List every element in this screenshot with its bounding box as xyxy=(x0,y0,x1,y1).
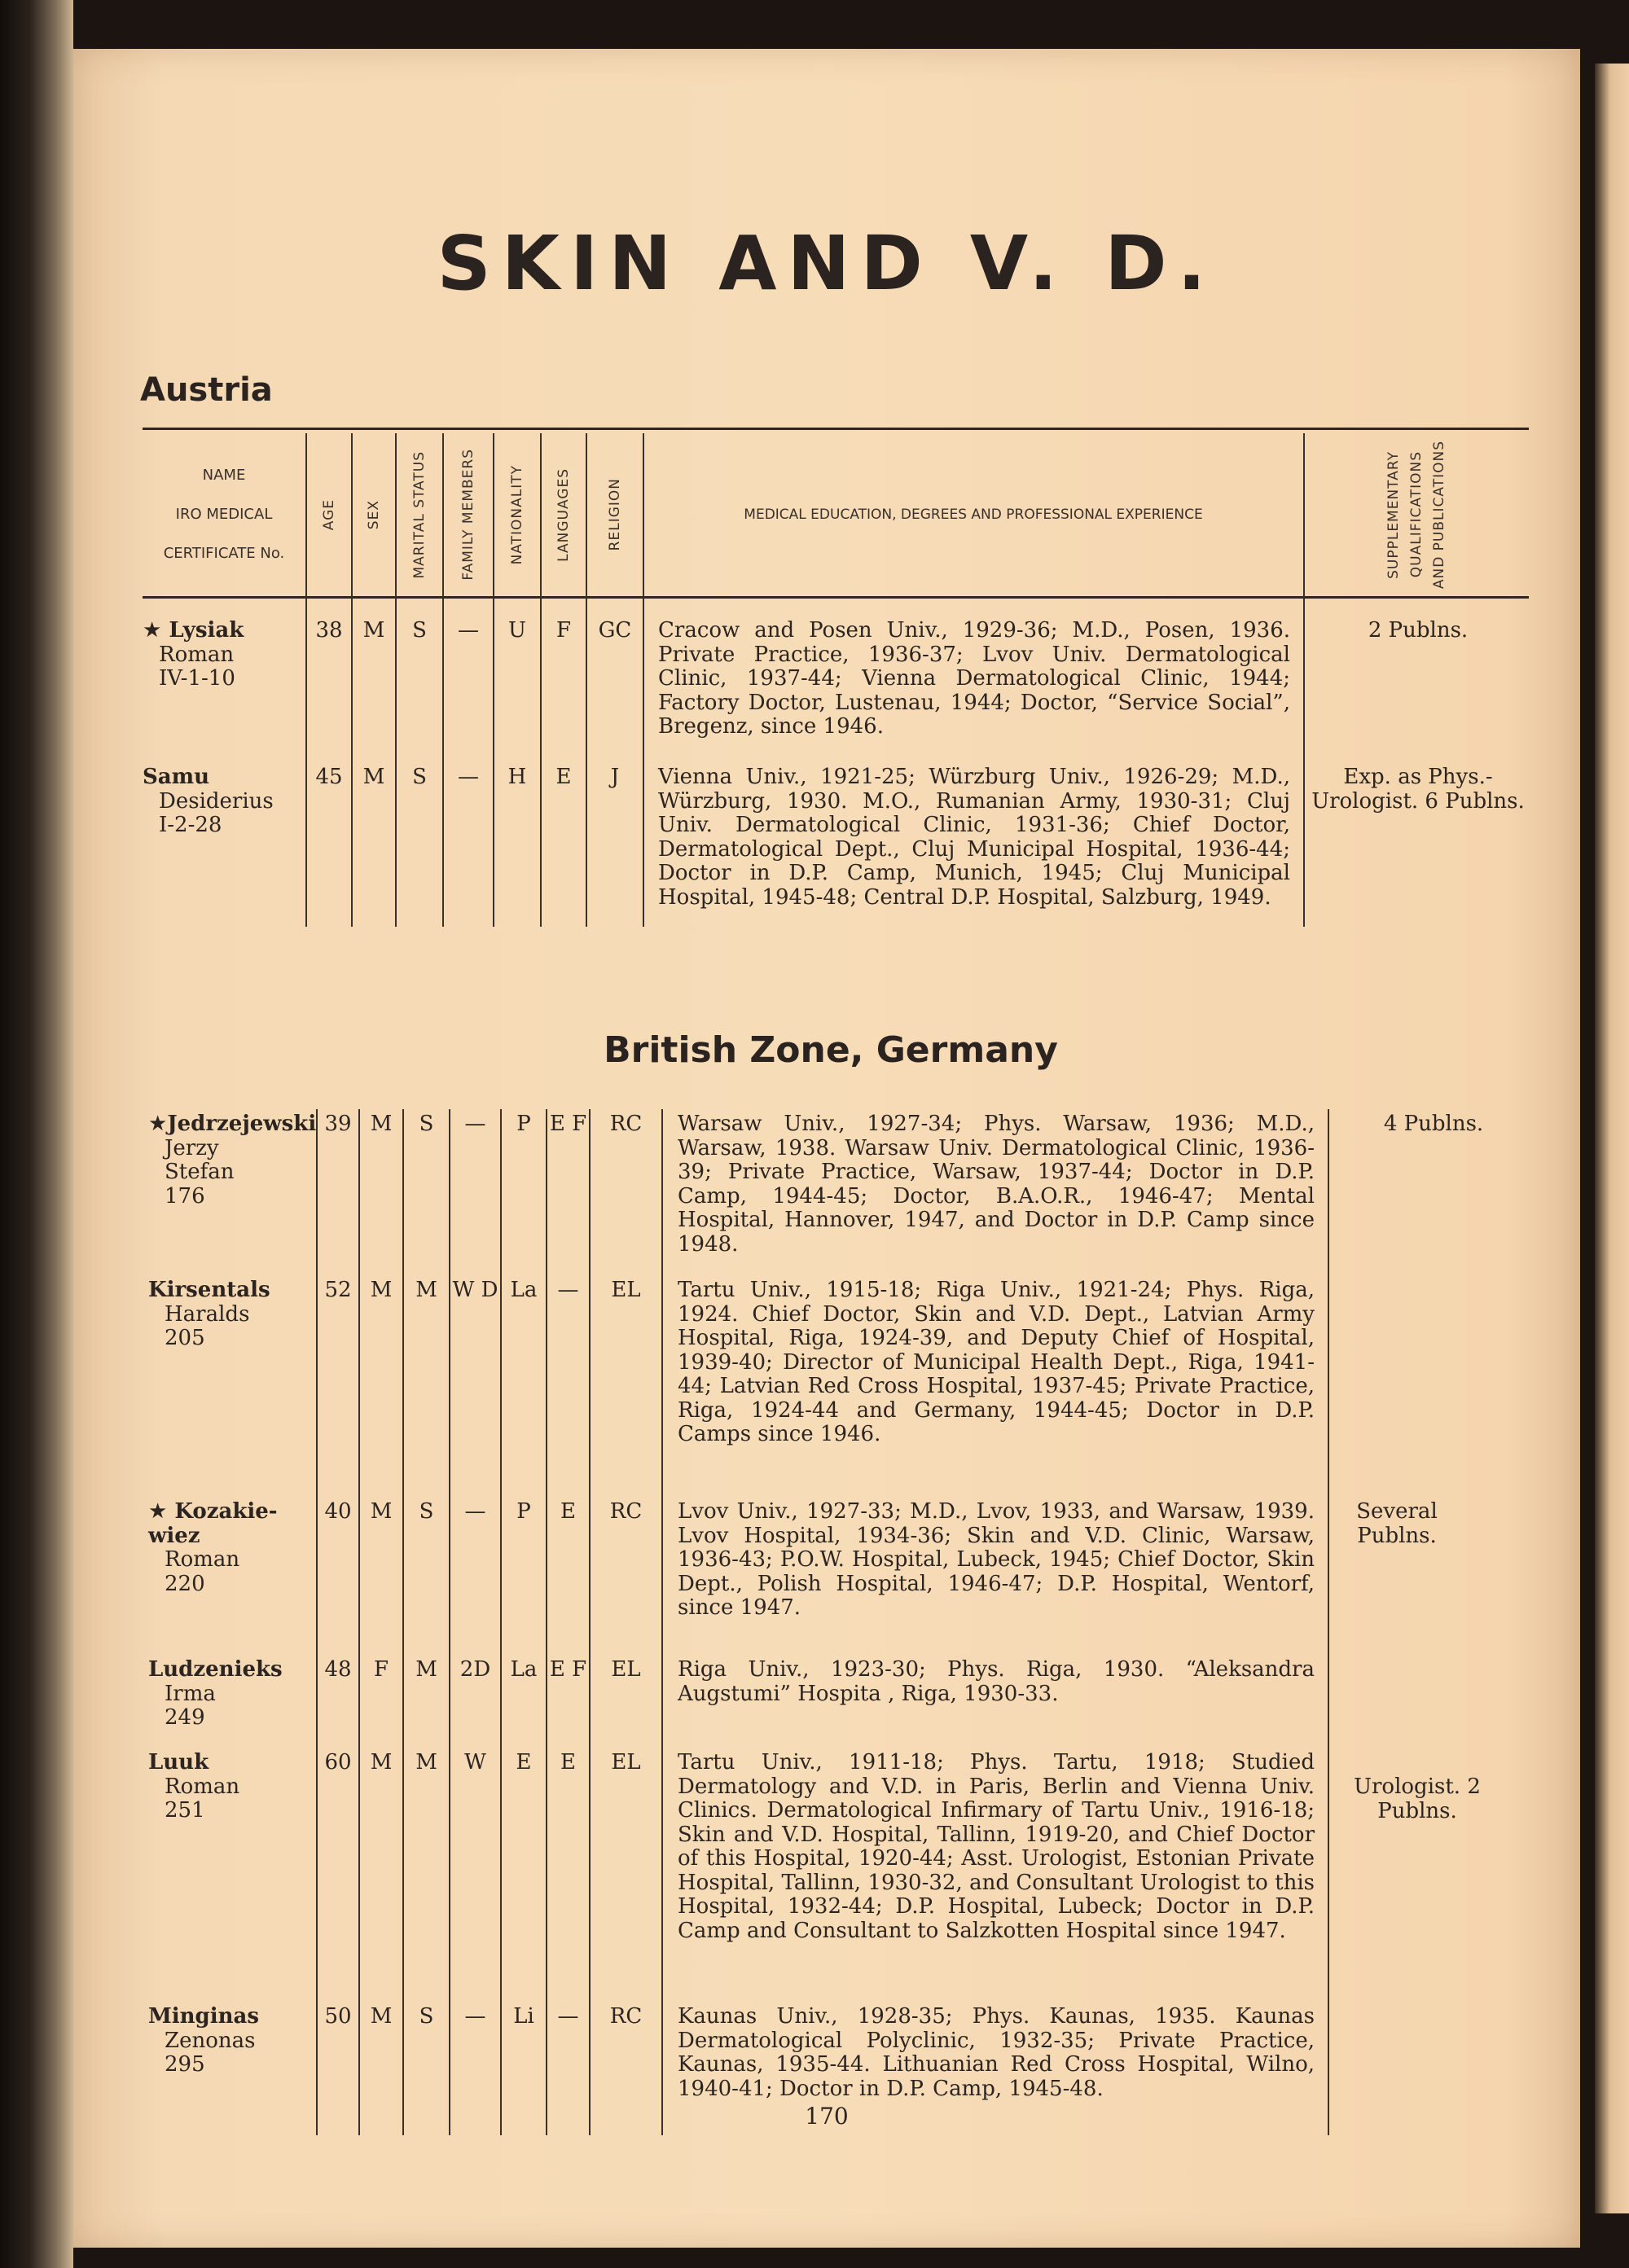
surname: Kirsentals xyxy=(148,1278,270,1302)
languages-cell: E F xyxy=(549,1112,587,1136)
header-experience-label: MEDICAL EDUCATION, DEGREES AND PROFESSIONAL EXPERIENCE xyxy=(744,507,1203,523)
surname-text: Lysiak xyxy=(169,618,244,643)
nationality-cell: U xyxy=(508,618,526,643)
name-cell xyxy=(148,1112,319,1209)
column-rule xyxy=(358,1109,360,2135)
sex-cell: M xyxy=(370,2004,393,2029)
given-name: Irma xyxy=(165,1681,216,1706)
supplementary-cell: 2 Publns. xyxy=(1368,618,1469,643)
header-family-label: FAMILY MEMBERS xyxy=(460,449,476,581)
surname: Samu xyxy=(143,765,210,789)
column-rule xyxy=(316,1109,318,2135)
surname: Ludzenieks xyxy=(148,1657,283,1682)
name-cell xyxy=(148,2005,319,2077)
marital-cell: M xyxy=(415,1657,437,1682)
nationality-cell: Li xyxy=(513,2004,534,2029)
certificate-number: 220 xyxy=(165,1571,205,1596)
religion-cell: RC xyxy=(609,1112,643,1136)
header-sex-label: SEX xyxy=(366,499,382,530)
given-name: Roman xyxy=(159,642,235,667)
given-name: Jerzy Stefan xyxy=(165,1135,235,1184)
nationality-cell: P xyxy=(516,1112,531,1136)
marital-cell: S xyxy=(419,1112,434,1136)
languages-cell: E F xyxy=(549,1657,587,1682)
nationality-cell: La xyxy=(510,1278,538,1302)
given-name: Zenonas xyxy=(165,2028,256,2053)
marital-cell: M xyxy=(415,1278,437,1302)
column-rule xyxy=(442,433,444,927)
marital-cell: S xyxy=(412,765,427,789)
age-cell: 48 xyxy=(324,1657,352,1682)
family-cell: — xyxy=(464,1112,486,1136)
family-cell: — xyxy=(458,765,479,789)
header-name-label: NAME xyxy=(202,467,246,484)
column-rule xyxy=(500,1109,502,2135)
column-rule xyxy=(1303,433,1305,927)
header-cert-label: CERTIFICATE No. xyxy=(163,545,285,562)
header-iro-label: IRO MEDICAL xyxy=(175,506,273,523)
surname: Luuk xyxy=(148,1750,209,1774)
header-supp-line3: AND PUBLICATIONS xyxy=(1430,440,1447,590)
header-age-label: AGE xyxy=(321,498,337,531)
name-cell xyxy=(143,766,305,838)
age-cell: 45 xyxy=(315,765,343,789)
adjacent-page-edge xyxy=(1595,64,1629,2213)
sex-cell: M xyxy=(362,618,385,643)
column-rule xyxy=(546,1109,547,2135)
age-cell: 40 xyxy=(324,1499,352,1524)
name-cell xyxy=(148,1500,319,1596)
sex-cell: F xyxy=(373,1657,389,1682)
column-rule xyxy=(586,433,587,927)
column-rule xyxy=(540,433,542,927)
surname xyxy=(148,1112,319,1137)
column-rule xyxy=(1328,1109,1329,2135)
marital-cell: M xyxy=(415,1750,437,1774)
header-languages xyxy=(541,433,586,596)
age-cell: 50 xyxy=(324,2004,352,2029)
experience-cell: Kaunas Univ., 1928-35; Phys. Kaunas, 1935. Kaunas Dermatological Polyclinic, 1932-35; Private Practice, Kaunas, 1935-44. Lithuanian Red Cross Hospital, Wilno, 1940-41; Doctor in D.P. Camp, 1945-48. xyxy=(678,2004,1315,2101)
sex-cell: M xyxy=(370,1750,393,1774)
marital-cell: S xyxy=(419,2004,434,2029)
certificate-number: 176 xyxy=(165,1183,205,1209)
languages-cell: — xyxy=(557,2004,579,2029)
given-name: Roman xyxy=(165,1547,240,1572)
header-supp-line1: SUPPLEMENTARY xyxy=(1385,450,1402,579)
religion-cell: RC xyxy=(609,1499,643,1524)
sex-cell: M xyxy=(370,1112,393,1136)
religion-cell: RC xyxy=(609,2004,643,2029)
languages-cell: E xyxy=(560,1750,576,1774)
surname: Minginas xyxy=(148,2004,260,2029)
name-cell xyxy=(148,1279,319,1351)
column-rule xyxy=(395,433,397,927)
column-rule xyxy=(402,1109,404,2135)
header-nationality xyxy=(494,433,541,596)
column-rule xyxy=(493,433,494,927)
experience-cell: Vienna Univ., 1921-25; Würzburg Univ., 1926-29; M.D., Würzburg, 1930. M.O., Rumanian Army, 1930-31; Cluj Univ. Dermatological Clinic, 1931-36; Chief Doctor, Dermatological Dept., Cluj Municipal Hospital, 1936-44; Doctor in D.P. Camp, Munich, 1945; Cluj Municipal Hospital, 1945-48; Central D.P. Hospital, Salzburg, 1949. xyxy=(658,765,1290,910)
nationality-cell: La xyxy=(510,1657,538,1682)
languages-cell: E xyxy=(555,765,572,789)
header-sex xyxy=(352,433,396,596)
languages-cell: — xyxy=(557,1278,579,1302)
surname-text: Jedrzejewski xyxy=(167,1112,317,1136)
certificate-number: 251 xyxy=(165,1798,205,1823)
supplementary-cell: 4 Publns. xyxy=(1383,1112,1484,1136)
family-cell: 2D xyxy=(459,1657,491,1682)
surname-text: Kozakie- wiez xyxy=(148,1499,278,1548)
book-binding xyxy=(0,0,73,2268)
star-icon: ★ xyxy=(143,618,162,643)
column-rule xyxy=(643,433,644,927)
header-name xyxy=(143,433,305,596)
header-experience xyxy=(643,433,1303,596)
star-icon: ★ xyxy=(148,1499,168,1524)
certificate-number: 249 xyxy=(165,1705,205,1730)
experience-cell: Lvov Univ., 1927-33; M.D., Lvov, 1933, and Warsaw, 1939. Lvov Hospital, 1934-36; Skin and V.D. Clinic, Warsaw, 1936-43; P.O.W. Hospital, Lubeck, 1945; Chief Doctor, Skin Dept., Polish Hospital, 1946-47; D.P. Hospital, Wentorf, since 1947. xyxy=(678,1499,1315,1620)
surname xyxy=(143,619,305,643)
region-heading-british-zone: British Zone, Germany xyxy=(604,1029,1058,1071)
family-cell: — xyxy=(464,2004,486,2029)
religion-cell: EL xyxy=(611,1657,641,1682)
religion-cell: EL xyxy=(611,1278,641,1302)
name-cell xyxy=(148,1658,319,1731)
name-cell xyxy=(148,1751,319,1823)
sex-cell: M xyxy=(362,765,385,789)
nationality-cell: P xyxy=(516,1499,531,1524)
header-marital-status xyxy=(396,433,443,596)
age-cell: 52 xyxy=(324,1278,352,1302)
column-rule xyxy=(661,1109,663,2135)
experience-cell: Tartu Univ., 1915-18; Riga Univ., 1921-24; Phys. Riga, 1924. Chief Doctor, Skin and V.D. Dept., Latvian Army Hospital, Riga, 1924-39, and Deputy Chief of Hospital, 1939-40; Director of Municipal Health Dept., Riga, 1941-44; Latvian Red Cross Hospital, 1937-45; Private Practice, Riga, 1924-44 and Germany, 1944-45; Doctor in D.P. Camps since 1946. xyxy=(678,1278,1315,1446)
star-icon: ★ xyxy=(148,1112,168,1136)
page-title: SKIN AND V. D. xyxy=(437,220,1217,307)
age-cell: 39 xyxy=(324,1112,352,1136)
column-rule xyxy=(351,433,353,927)
sex-cell: M xyxy=(370,1278,393,1302)
name-cell xyxy=(143,619,305,691)
given-name: Desiderius xyxy=(159,788,274,814)
column-rule xyxy=(449,1109,450,2135)
sex-cell: M xyxy=(370,1499,393,1524)
nationality-cell: H xyxy=(507,765,527,789)
header-religion-label: RELIGION xyxy=(607,478,623,551)
family-cell: — xyxy=(458,618,479,643)
supplementary-cell: Exp. as Phys.- Urologist. 6 Publns. xyxy=(1311,765,1525,814)
experience-cell: Warsaw Univ., 1927-34; Phys. Warsaw, 1936; M.D., Warsaw, 1938. Warsaw Univ. Dermatological Clinic, 1936-39; Private Practice, Warsaw, 1937-44; Doctor in D.P. Camp, 1944-45; Doctor, B.A.O.R., 1946-47; Mental Hospital, Hannover, 1947, and Doctor in D.P. Camp since 1948. xyxy=(678,1112,1315,1257)
religion-cell: GC xyxy=(598,618,632,643)
certificate-number: I-2-28 xyxy=(159,813,222,837)
region-heading-austria: Austria xyxy=(140,371,273,409)
given-name: Roman xyxy=(165,1774,240,1799)
header-nationality-label: NATIONALITY xyxy=(509,464,525,565)
column-rule xyxy=(305,433,307,927)
family-cell: W D xyxy=(452,1278,498,1302)
header-age xyxy=(306,433,352,596)
family-cell: — xyxy=(464,1499,486,1524)
certificate-number: 205 xyxy=(165,1326,205,1350)
experience-cell: Riga Univ., 1923-30; Phys. Riga, 1930. “Aleksandra Augstumi” Hospita , Riga, 1930-33. xyxy=(678,1657,1315,1706)
header-religion xyxy=(586,433,643,596)
religion-cell: J xyxy=(610,765,620,789)
age-cell: 38 xyxy=(315,618,343,643)
header-supplementary xyxy=(1303,433,1529,596)
header-top-rule xyxy=(143,428,1529,430)
religion-cell: EL xyxy=(611,1750,641,1774)
certificate-number: IV-1-10 xyxy=(159,666,235,691)
nationality-cell: E xyxy=(516,1750,532,1774)
certificate-number: 295 xyxy=(165,2052,205,2077)
header-family-members xyxy=(443,433,494,596)
supplementary-cell: Urologist. 2 Publns. xyxy=(1354,1774,1481,1823)
marital-cell: S xyxy=(419,1499,434,1524)
experience-cell: Cracow and Posen Univ., 1929-36; M.D., Posen, 1936. Private Practice, 1936-37; Lvov Univ. Dermatological Clinic, 1937-44; Vienna Dermatological Clinic, 1944; Factory Doctor, Lustenau, 1944; Doctor, “Service Social”, Bregenz, since 1946. xyxy=(658,618,1290,739)
experience-cell: Tartu Univ., 1911-18; Phys. Tartu, 1918; Studied Dermatology and V.D. in Paris, Berlin and Vienna Univ. Clinics. Dermatological Infirmary of Tartu Univ., 1916-18; Skin and V.D. Hospital, Tallinn, 1919-20, and Chief Doctor of this Hospital, 1920-44; Asst. Urologist, Estonian Private Hospital, Tallinn, 1930-32, and Consultant Urologist to this Hospital, 1932-44; D.P. Hospital, Lubeck; Doctor in D.P. Camp and Consultant to Salzkotten Hospital since 1947. xyxy=(678,1750,1315,1943)
header-supp-line2: QUALIFICATIONS xyxy=(1407,451,1425,578)
header-languages-label: LANGUAGES xyxy=(555,467,572,562)
family-cell: W xyxy=(464,1750,486,1774)
header-marital-label: MARITAL STATUS xyxy=(411,450,428,579)
given-name: Haralds xyxy=(165,1301,250,1327)
languages-cell: E xyxy=(560,1499,576,1524)
marital-cell: S xyxy=(412,618,427,643)
supplementary-cell: Several Publns. xyxy=(1356,1499,1438,1548)
languages-cell: F xyxy=(555,618,572,643)
page-number: 170 xyxy=(805,2103,849,2130)
surname xyxy=(148,1500,303,1548)
age-cell: 60 xyxy=(324,1750,352,1774)
book-page xyxy=(73,49,1580,2248)
column-rule xyxy=(589,1109,591,2135)
